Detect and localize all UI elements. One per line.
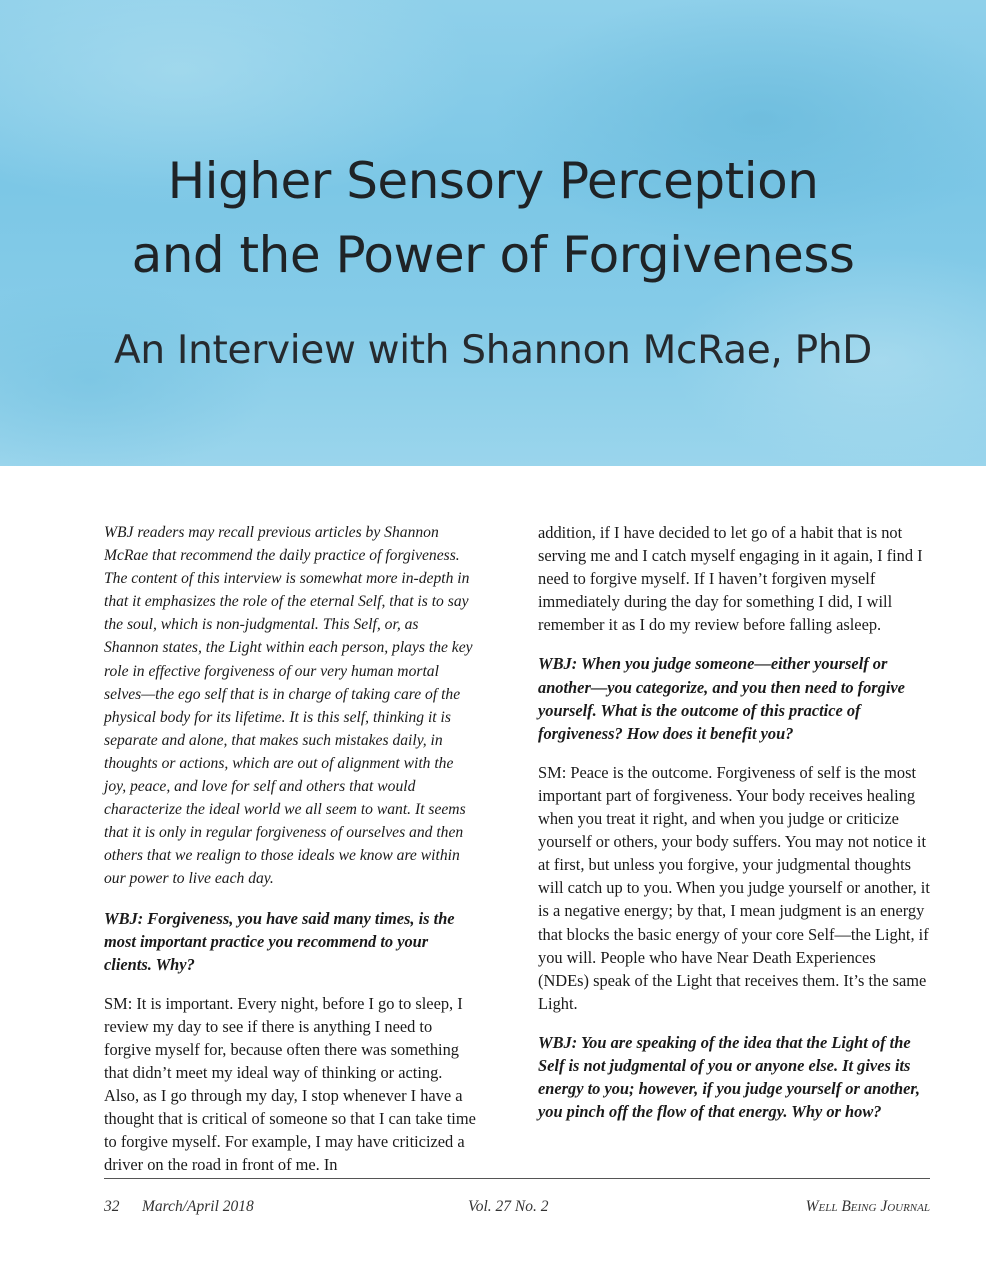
footer-divider	[104, 1178, 930, 1179]
question-2: WBJ: When you judge someone—either yourself or another—you categorize, and you then need to forgive yourself. What is the outcome of this practice of forgiveness? How does it benefit you?	[538, 654, 905, 743]
page-number: 32	[104, 1198, 120, 1215]
left-column	[104, 521, 476, 1193]
article-title-line-2: and the Power of Forgiveness	[131, 226, 855, 284]
question-3: WBJ: You are speaking of the idea that the Light of the Self is not judgmental of you or anyone else. It gives its energy to you; however, if you judge yourself or another, you pinch off the flow of that energy. Why or how?	[538, 1032, 920, 1122]
header-banner	[0, 0, 986, 466]
answer-1-continued: addition, if I have decided to let go of a habit that is not serving me and I catch myself engaging in it again, I find I need to forgive myself. If I haven’t forgiven myself immediately during the day for something I did, I will remember it as I do my review before falling asleep.	[538, 523, 923, 635]
intro-paragraph: WBJ readers may recall previous articles by Shannon McRae that recommend the daily practice of forgiveness. The content of this interview is somewhat more in-depth in that it emphasizes the role of the eternal Self, that is to say the soul, which is non-judgmental. This Self, or, as Shannon states, the Light within each person, plays the key role in effective forgiveness of our very human mortal selves—the ego self that is in charge of taking care of the physical body for its lifetime. It is this self, thinking it is separate and alone, that makes such mistakes daily, in thoughts or actions, which are out of alignment with the joy, peace, and love for self and others that would characterize the ideal world we all seem to want. It seems that it is only in regular forgiveness of ourselves and then others that we realign to those ideals we know are within our power to live each day.	[104, 524, 473, 888]
right-column	[538, 521, 930, 1139]
issue-date: March/April 2018	[142, 1198, 254, 1215]
volume-number: Vol. 27 No. 2	[468, 1198, 549, 1215]
journal-name: Well Being Journal	[805, 1198, 930, 1215]
answer-2: SM: Peace is the outcome. Forgiveness of self is the most important part of forgiveness. Your body receives healing when you treat it right, and when you judge or criticize yourself or others, your body suffers. You may not notice it at first, but unless you forgive, your judgmental thoughts will catch up to you. When you judge yourself or another, it is a negative energy; by that, I mean judgment is an energy that blocks the basic energy of your core Self—the Light, if you will. People who have Near Death Experiences (NDEs) speak of the Light that receives them. It’s the same Light.	[538, 762, 930, 1013]
question-1: WBJ: Forgiveness, you have said many times, is the most important practice you recommend to your clients. Why?	[104, 908, 455, 974]
article-title-line-1: Higher Sensory Perception	[167, 152, 819, 210]
answer-1: SM: It is important. Every night, before I go to sleep, I review my day to see if there is anything I need to forgive myself for, because often there was something that didn’t meet my ideal way of thinking or acting. Also, as I go through my day, I stop whenever I have a thought that is critical of someone so that I can take time to forgive myself. For example, I may have criticized a driver on the road in front of me. In	[104, 993, 476, 1175]
article-subtitle: An Interview with Shannon McRae, PhD	[114, 328, 872, 373]
